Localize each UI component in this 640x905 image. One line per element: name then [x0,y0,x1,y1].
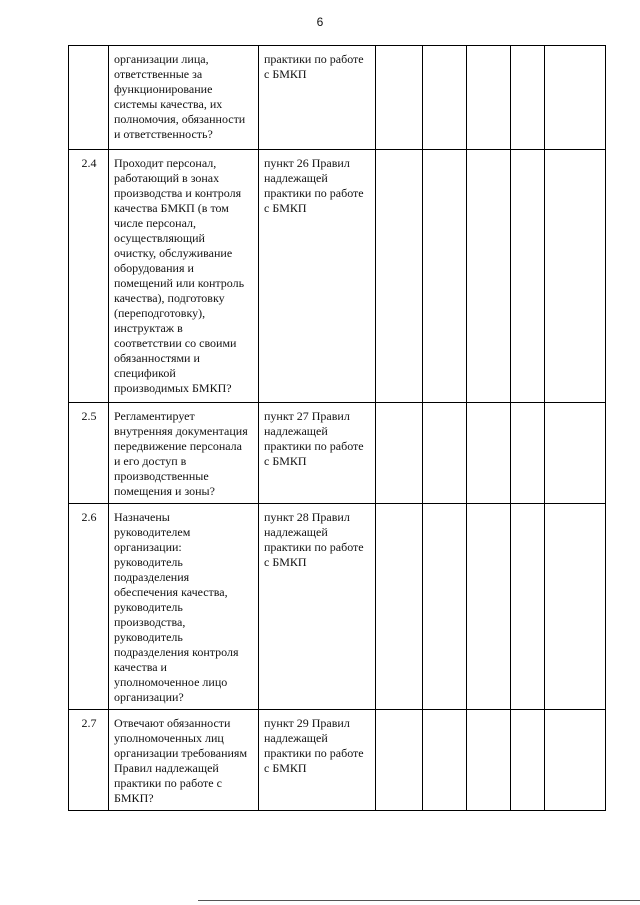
row-number: 2.7 [69,710,109,811]
note-cell-b[interactable] [545,150,606,403]
note-cell-b[interactable] [545,403,606,504]
note-cell-b[interactable] [545,504,606,710]
row-number: 2.5 [69,403,109,504]
note-cell-a[interactable] [511,46,545,150]
answer-na-cell[interactable] [467,504,511,710]
question-cell: Проходит персонал, работающий в зонах производства и контроля качества БМКП (в том числе персонал, осуществляющий очистку, обслуживание оборудования и помещений или контроль качества), подготовку (переподготовку), инструктаж в соответствии со своими обязанностями и спецификой производимых БМКП? [109,150,259,403]
question-cell: Назначены руководителем организации: руководитель подразделения обеспечения качества, руководитель производства, руководитель подразделения контроля качества и уполномоченное лицо организации? [109,504,259,710]
answer-na-cell[interactable] [467,46,511,150]
answer-no-cell[interactable] [423,403,467,504]
answer-yes-cell[interactable] [376,710,423,811]
reference-cell: пункт 28 Правил надлежащей практики по работе с БМКП [259,504,376,710]
table-row [69,403,606,504]
note-cell-b[interactable] [545,710,606,811]
page-number: 6 [316,15,324,29]
note-cell-b[interactable] [545,46,606,150]
reference-cell: пункт 27 Правил надлежащей практики по работе с БМКП [259,403,376,504]
answer-yes-cell[interactable] [376,46,423,150]
question-cell: Регламентирует внутренняя документация передвижение персонала и его доступ в производственные помещения и зоны? [109,403,259,504]
footer-divider [198,900,640,901]
answer-na-cell[interactable] [467,403,511,504]
note-cell-a[interactable] [511,710,545,811]
reference-cell: пункт 29 Правил надлежащей практики по работе с БМКП [259,710,376,811]
row-number: 2.6 [69,504,109,710]
question-cell: организации лица, ответственные за функционирование системы качества, их полномочия, обязанности и ответственность? [109,46,259,150]
table-row [69,150,606,403]
table-row [69,504,606,710]
answer-no-cell[interactable] [423,46,467,150]
answer-yes-cell[interactable] [376,504,423,710]
answer-yes-cell[interactable] [376,403,423,504]
note-cell-a[interactable] [511,150,545,403]
answer-na-cell[interactable] [467,150,511,403]
table-row [69,710,606,811]
answer-no-cell[interactable] [423,504,467,710]
reference-cell: пункт 26 Правил надлежащей практики по работе с БМКП [259,150,376,403]
row-number: 2.4 [69,150,109,403]
table-row [69,46,606,150]
checklist-table [68,45,606,811]
answer-yes-cell[interactable] [376,150,423,403]
note-cell-a[interactable] [511,403,545,504]
note-cell-a[interactable] [511,504,545,710]
question-cell: Отвечают обязанности уполномоченных лиц организации требованиям Правил надлежащей практики по работе с БМКП? [109,710,259,811]
answer-no-cell[interactable] [423,150,467,403]
answer-no-cell[interactable] [423,710,467,811]
reference-cell: практики по работе с БМКП [259,46,376,150]
row-number [69,46,109,150]
answer-na-cell[interactable] [467,710,511,811]
